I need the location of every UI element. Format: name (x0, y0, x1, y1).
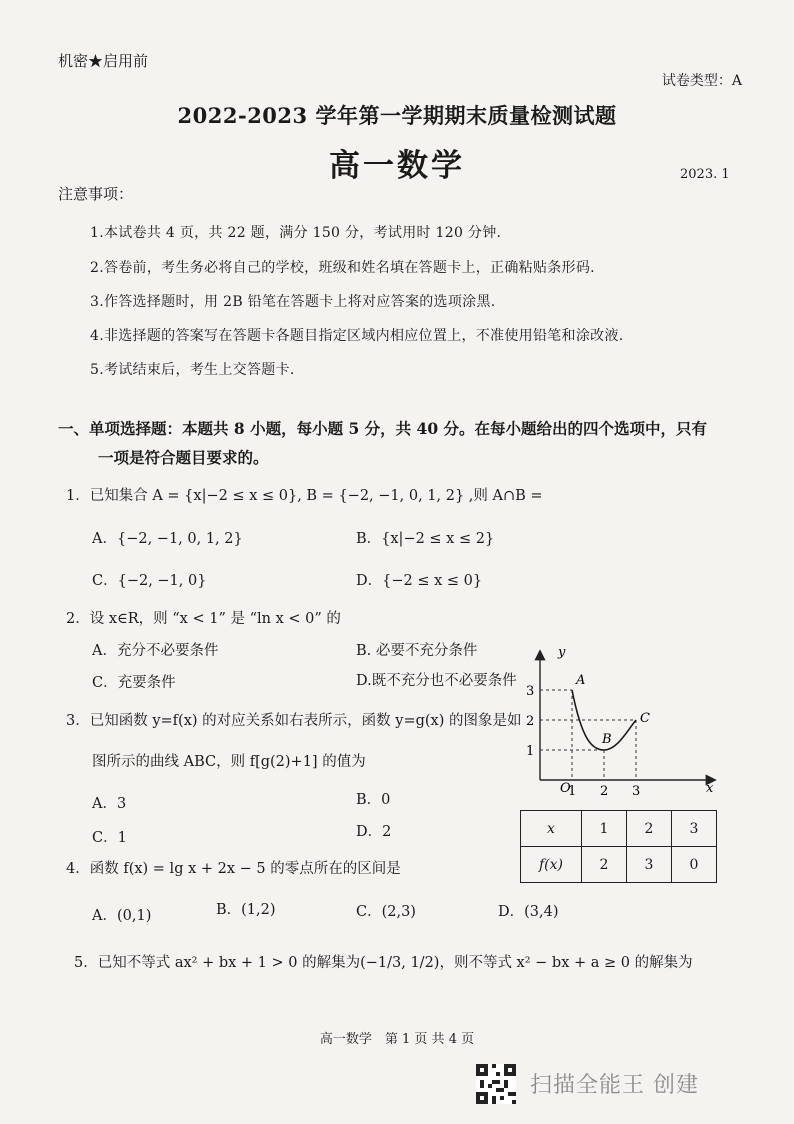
table-row (521, 847, 717, 883)
confidential-label: 机密★启用前 (58, 52, 149, 70)
y-tick-label: 1 (526, 744, 535, 759)
section-heading-line1: 一、单项选择题：本题共 8 小题，每小题 5 分，共 40 分。在每小题给出的四个选项中，只有 (58, 419, 708, 438)
question-1-option-c: C．{−2, −1, 0} (92, 573, 207, 589)
question-3-stem-line1: 3．已知函数 y=f(x) 的对应关系如右表所示，函数 y=g(x) 的图象是如 (66, 713, 522, 729)
paper-type-label: 试卷类型：A (661, 73, 742, 89)
subject-title: 高一数学 (329, 148, 465, 184)
question-2-option-a: A．充分不必要条件 (92, 643, 219, 659)
question-1-option-b: B．{x|−2 ≤ x ≤ 2} (356, 531, 495, 547)
x-tick-label: 1 (568, 784, 577, 799)
question-5-stem-a: 5．已知不等式 ax² + bx + 1 > 0 的解集为 (74, 955, 361, 971)
table-cell: f(x) (521, 847, 582, 883)
question-1-option-d: D．{−2 ≤ x ≤ 0} (356, 573, 483, 589)
question-3-stem-line2: 图所示的曲线 ABC，则 f[g(2)+1] 的值为 (92, 754, 366, 770)
point-label: B (602, 732, 612, 747)
question-1-stem: 1．已知集合 A = {x|−2 ≤ x ≤ 0}, B = {−2, −1, 0, 1, 2} ,则 A∩B = (66, 488, 543, 504)
notice-heading: 注意事项： (58, 185, 134, 203)
section-heading (58, 414, 748, 472)
question-4-option-d: D．(3,4) (498, 904, 559, 920)
solution-interval: (−1/3, 1/2) (360, 955, 440, 971)
table-cell: 2 (627, 811, 672, 847)
point-label: A (576, 673, 586, 688)
table-cell: 1 (582, 811, 627, 847)
point-label: C (640, 711, 650, 726)
exam-title: 2022-2023 学年第一学期期末质量检测试题 (177, 103, 617, 128)
table-cell: x (521, 811, 582, 847)
question-2-option-d: D.既不充分也不必要条件 (356, 673, 517, 689)
notice-item: 4.非选择题的答案写在答题卡各题目指定区域内相应位置上，不准使用铅笔和涂改液. (90, 328, 624, 344)
table-cell: 2 (582, 847, 627, 883)
question-5-stem (74, 951, 693, 972)
x-tick-label: 3 (632, 784, 641, 799)
question-4-option-a: A．(0,1) (92, 908, 152, 924)
question-2-stem: 2．设 x∈R，则 “x < 1” 是 “ln x < 0” 的 (66, 611, 341, 627)
table-cell: 3 (672, 811, 717, 847)
notice-item: 1.本试卷共 4 页，共 22 题，满分 150 分，考试用时 120 分钟. (90, 225, 502, 241)
notice-item: 5.考试结束后，考生上交答题卡. (90, 362, 295, 378)
scanner-watermark: 扫描全能王 创建 (530, 1073, 699, 1098)
question-1-option-a: A．{−2, −1, 0, 1, 2} (92, 531, 243, 547)
question-3-option-a: A．3 (92, 796, 127, 812)
question-2-option-b: B. 必要不充分条件 (356, 643, 478, 659)
exam-date: 2023. 1 (680, 167, 730, 182)
function-value-table (520, 810, 717, 883)
x-tick-label: 2 (600, 784, 609, 799)
question-3-option-d: D．2 (356, 824, 392, 840)
question-4-option-c: C．(2,3) (356, 904, 416, 920)
question-4-option-b: B．(1,2) (216, 902, 276, 918)
notice-item: 3.作答选择题时，用 2B 铅笔在答题卡上将对应答案的选项涂黑. (90, 294, 496, 310)
question-5-stem-b: ，则不等式 x² − bx + a ≥ 0 的解集为 (439, 955, 693, 971)
notice-item: 2.答卷前，考生务必将自己的学校，班级和姓名填在答题卡上，正确粘贴条形码. (90, 260, 595, 276)
question-3-option-b: B．0 (356, 792, 391, 808)
table-cell: 3 (627, 847, 672, 883)
y-axis-label: y (558, 645, 566, 660)
origin-label: O (560, 781, 571, 796)
x-axis-label: x (706, 781, 714, 796)
question-2-option-c: C．充要条件 (92, 675, 176, 691)
question-4-stem: 4．函数 f(x) = lg x + 2x − 5 的零点所在的区间是 (66, 861, 401, 877)
y-tick-label: 3 (526, 684, 535, 699)
function-graph (510, 640, 730, 800)
question-3-option-c: C．1 (92, 830, 127, 846)
qr-code-icon (476, 1064, 516, 1104)
section-heading-line2: 一项是符合题目要求的。 (98, 448, 269, 467)
table-cell: 0 (672, 847, 717, 883)
table-row (521, 811, 717, 847)
page-footer: 高一数学 第 1 页 共 4 页 (319, 1032, 475, 1047)
y-tick-label: 2 (526, 714, 535, 729)
